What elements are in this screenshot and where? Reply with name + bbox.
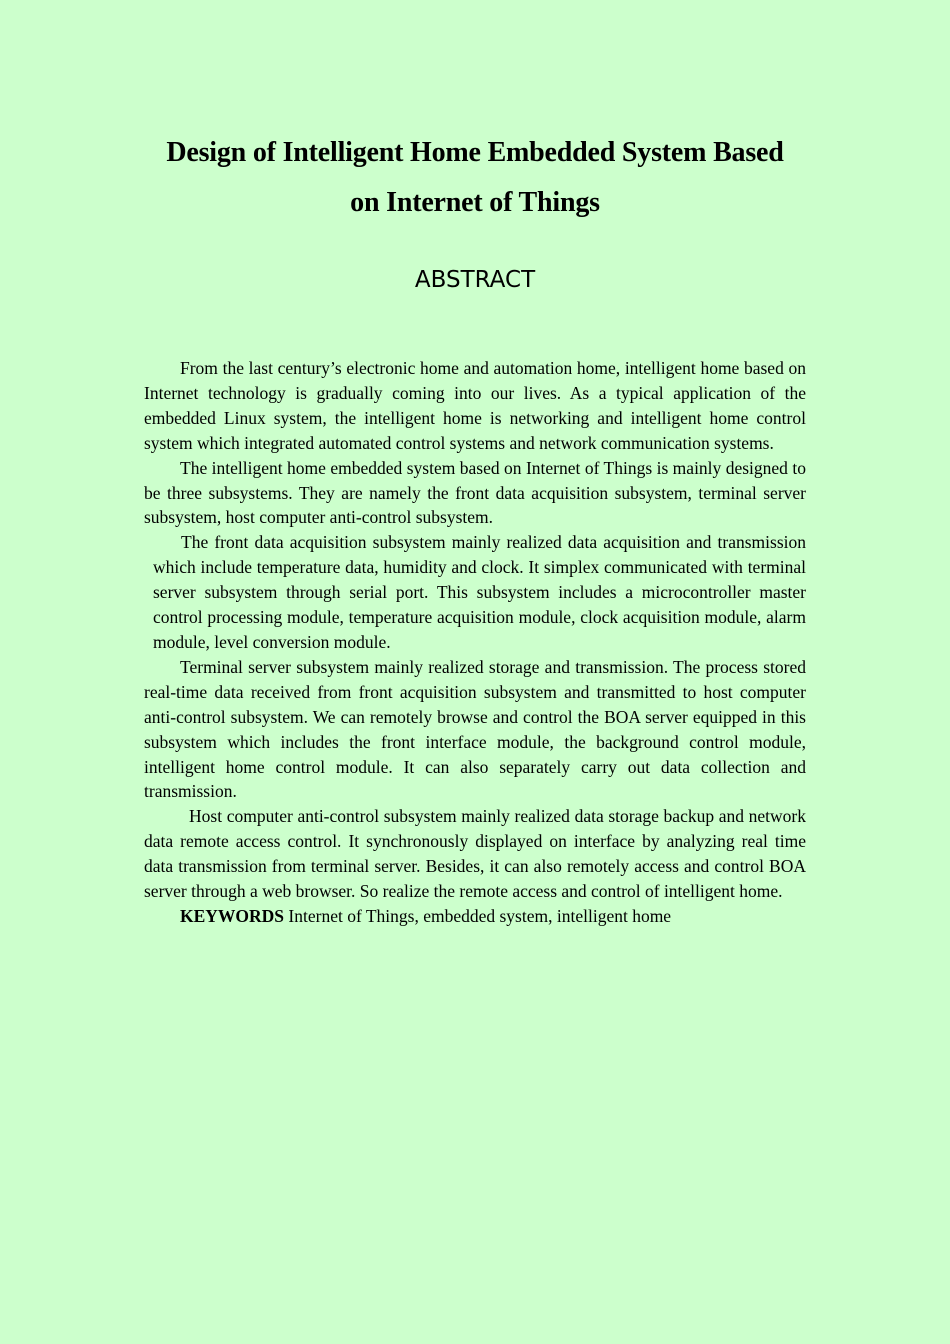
title-line-2: on Internet of Things [350, 187, 600, 218]
abstract-paragraph-2: The intelligent home embedded system based on Internet of Things is mainly designed to be three subsystems. They are namely the front data acquisition subsystem, terminal server subsystem, host computer anti-control subsystem. [144, 457, 806, 528]
abstract-paragraph-1: From the last century’s electronic home and automation home, intelligent home based on Internet technology is gradually coming into our lives. As a typical application of the embedded Linux system, the intelligent home is networking and intelligent home control system which integrated automated control systems and network communication systems. [144, 358, 806, 453]
keywords-label: KEYWORDS [180, 905, 285, 926]
abstract-paragraph-3: The front data acquisition subsystem mainly realized data acquisition and transmission which include temperature data, humidity and clock. It simplex communicated with terminal server subsystem through serial port. This subsystem includes a microcontroller master control processing module, temperature acquisition module, clock acquisition module, alarm module, level conversion module. [153, 532, 806, 652]
abstract-paragraph-5: Host computer anti-control subsystem mainly realized data storage backup and network data remote access control. It synchronously displayed on interface by analyzing real time data transmission from terminal server. Besides, it can also remotely access and control BOA server through a web browser. So realize the remote access and control of intelligent home. [144, 806, 806, 902]
paper-title [144, 128, 806, 228]
abstract-body [144, 356, 806, 929]
title-line-1: Design of Intelligent Home Embedded System Based [166, 137, 784, 168]
keywords-line [144, 904, 806, 929]
keywords-text: Internet of Things, embedded system, intelligent home [284, 905, 672, 926]
abstract-paragraph-4: Terminal server subsystem mainly realized storage and transmission. The process stored real-time data received from front acquisition subsystem and transmitted to host computer anti-control subsystem. We can remotely browse and control the BOA server equipped in this subsystem which includes the front interface module, the background control module, intelligent home control module. It can also separately carry out data collection and transmission. [144, 656, 806, 802]
abstract-heading: ABSTRACT [414, 267, 536, 293]
document-page [144, 128, 806, 929]
